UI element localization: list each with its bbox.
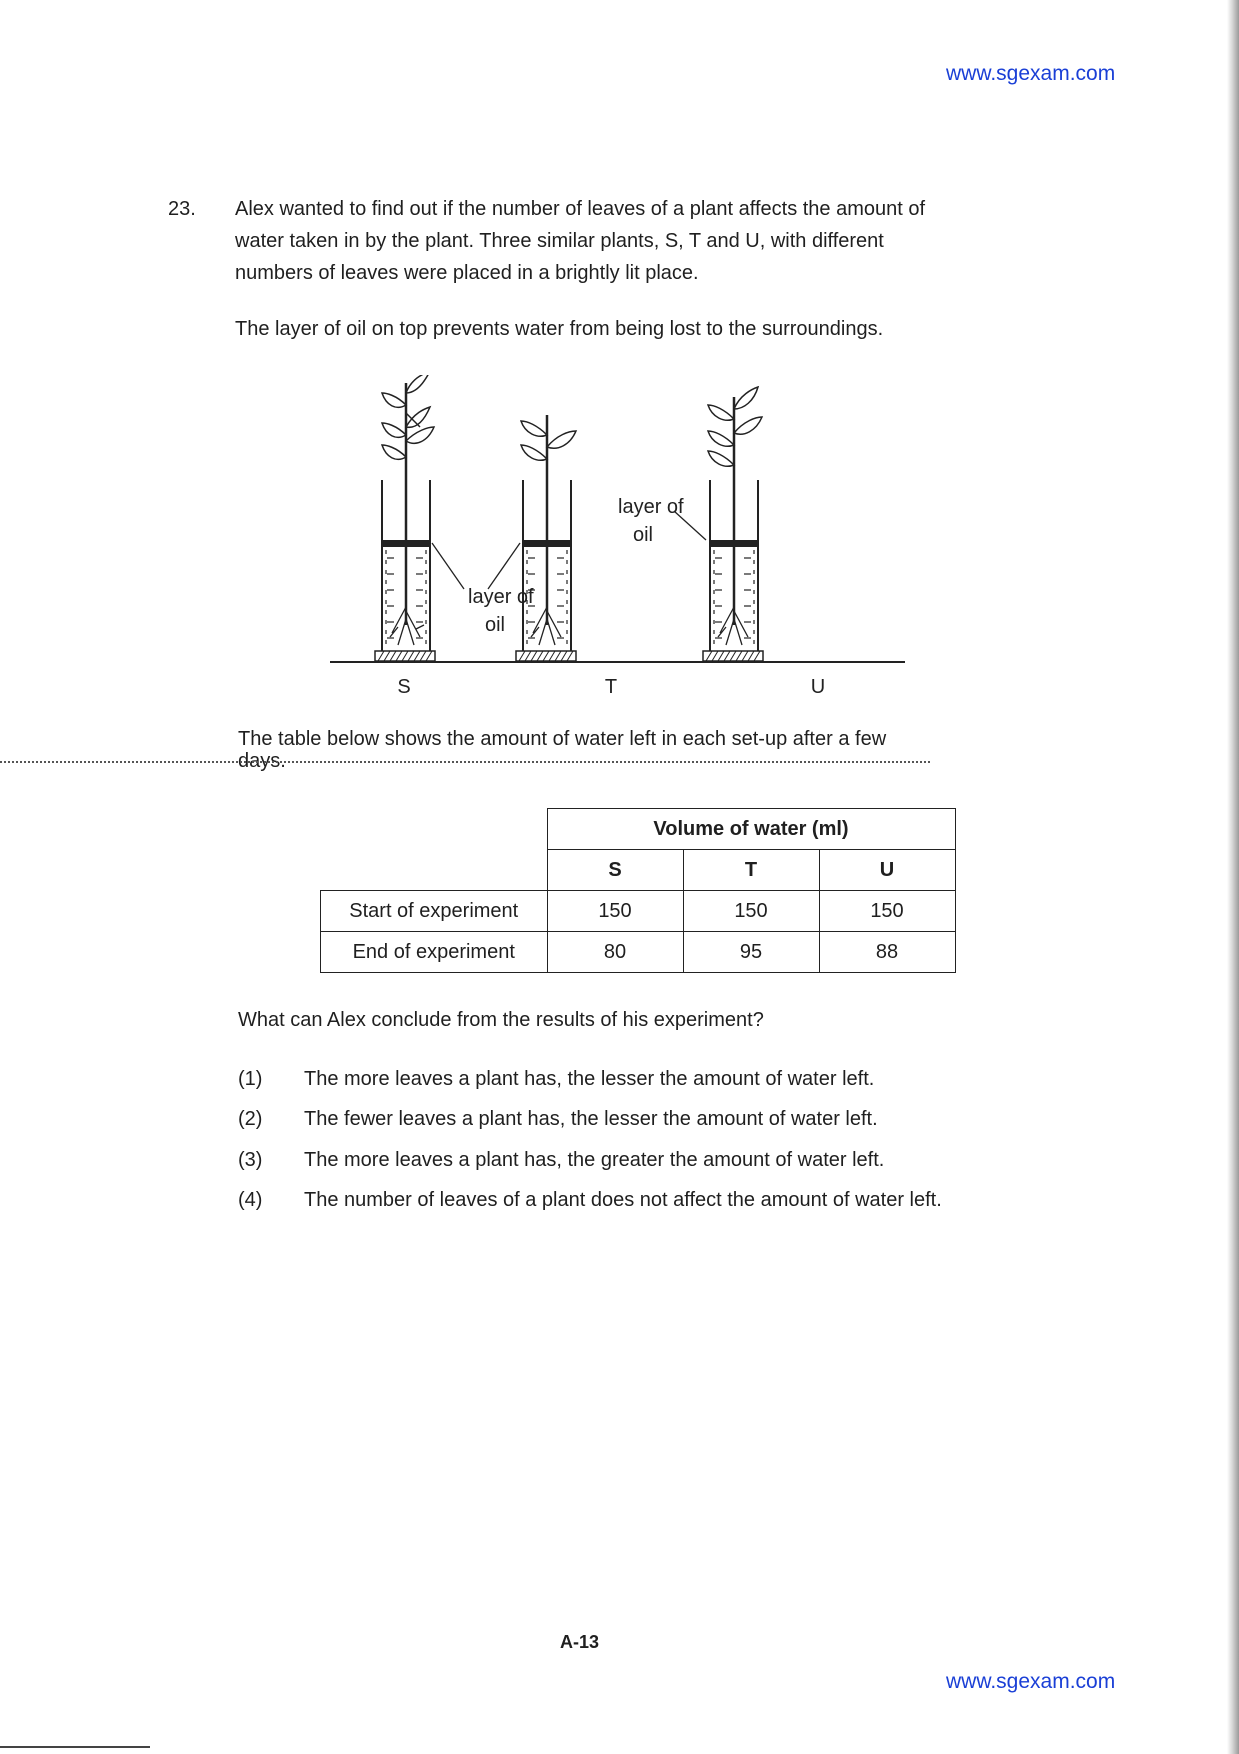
results-table	[320, 808, 956, 973]
table-cell: 150	[819, 891, 955, 932]
intro-line-1: Alex wanted to find out if the number of leaves of a plant affects the amount of	[235, 198, 926, 220]
table-cell: 88	[819, 932, 955, 973]
footer-site-link[interactable]: www.sgexam.com	[946, 1670, 1116, 1693]
table-intro-line-2: days.	[238, 750, 286, 772]
table-corner	[321, 809, 548, 850]
table-intro	[238, 723, 886, 777]
option-3-text[interactable]: The more leaves a plant has, the greater the amount of water left.	[304, 1149, 885, 1171]
table-row	[321, 932, 956, 973]
setup-label-s: S	[397, 676, 411, 698]
table-cell: 95	[683, 932, 819, 973]
option-1-number[interactable]: (1)	[238, 1068, 263, 1090]
table-cell: 150	[683, 891, 819, 932]
table-col-header: T	[683, 850, 819, 891]
table-row	[321, 891, 956, 932]
table-corner	[321, 850, 548, 891]
table-col-header: S	[547, 850, 683, 891]
option-3-number[interactable]: (3)	[238, 1149, 263, 1171]
option-4-number[interactable]: (4)	[238, 1189, 263, 1211]
option-2-number[interactable]: (2)	[238, 1108, 263, 1130]
table-col-header: U	[819, 850, 955, 891]
page-number: A-13	[560, 1632, 600, 1652]
table-intro-line-1: The table below shows the amount of water left in each set-up after a few	[238, 728, 887, 750]
setup-u-drawing	[703, 387, 763, 661]
experiment-diagram	[320, 375, 920, 705]
oil-label-right-line1: layer of	[618, 496, 684, 518]
setup-label-t: T	[604, 676, 618, 698]
question-intro	[235, 193, 925, 289]
setup-s-drawing	[375, 375, 435, 661]
row-label: End of experiment	[321, 932, 548, 973]
table-cell: 150	[547, 891, 683, 932]
intro-line-2: water taken in by the plant. Three similar plants, S, T and U, with different	[235, 230, 884, 252]
oil-label-right-line2: oil	[632, 524, 654, 546]
setup-t-drawing	[516, 415, 576, 661]
table-cell: 80	[547, 932, 683, 973]
option-4-text[interactable]: The number of leaves of a plant does not affect the amount of water left.	[304, 1189, 942, 1211]
dotted-scan-line	[0, 761, 930, 763]
setup-label-u: U	[810, 676, 826, 698]
question-prompt: What can Alex conclude from the results of his experiment?	[238, 1009, 764, 1031]
table-group-header: Volume of water (ml)	[547, 809, 955, 850]
question-number: 23.	[168, 198, 196, 220]
header-site-link[interactable]: www.sgexam.com	[946, 62, 1116, 85]
oil-label-left-line1: layer of	[468, 586, 534, 608]
bottom-scan-line	[0, 1746, 150, 1748]
option-2-text[interactable]: The fewer leaves a plant has, the lesser the amount of water left.	[304, 1108, 878, 1130]
scan-edge-shadow	[1227, 0, 1239, 1754]
oil-label-left-line2: oil	[484, 614, 506, 636]
intro-line-3: numbers of leaves were placed in a brightly lit place.	[235, 262, 699, 284]
row-label: Start of experiment	[321, 891, 548, 932]
oil-note: The layer of oil on top prevents water from being lost to the surroundings.	[235, 318, 884, 340]
option-1-text[interactable]: The more leaves a plant has, the lesser the amount of water left.	[304, 1068, 875, 1090]
